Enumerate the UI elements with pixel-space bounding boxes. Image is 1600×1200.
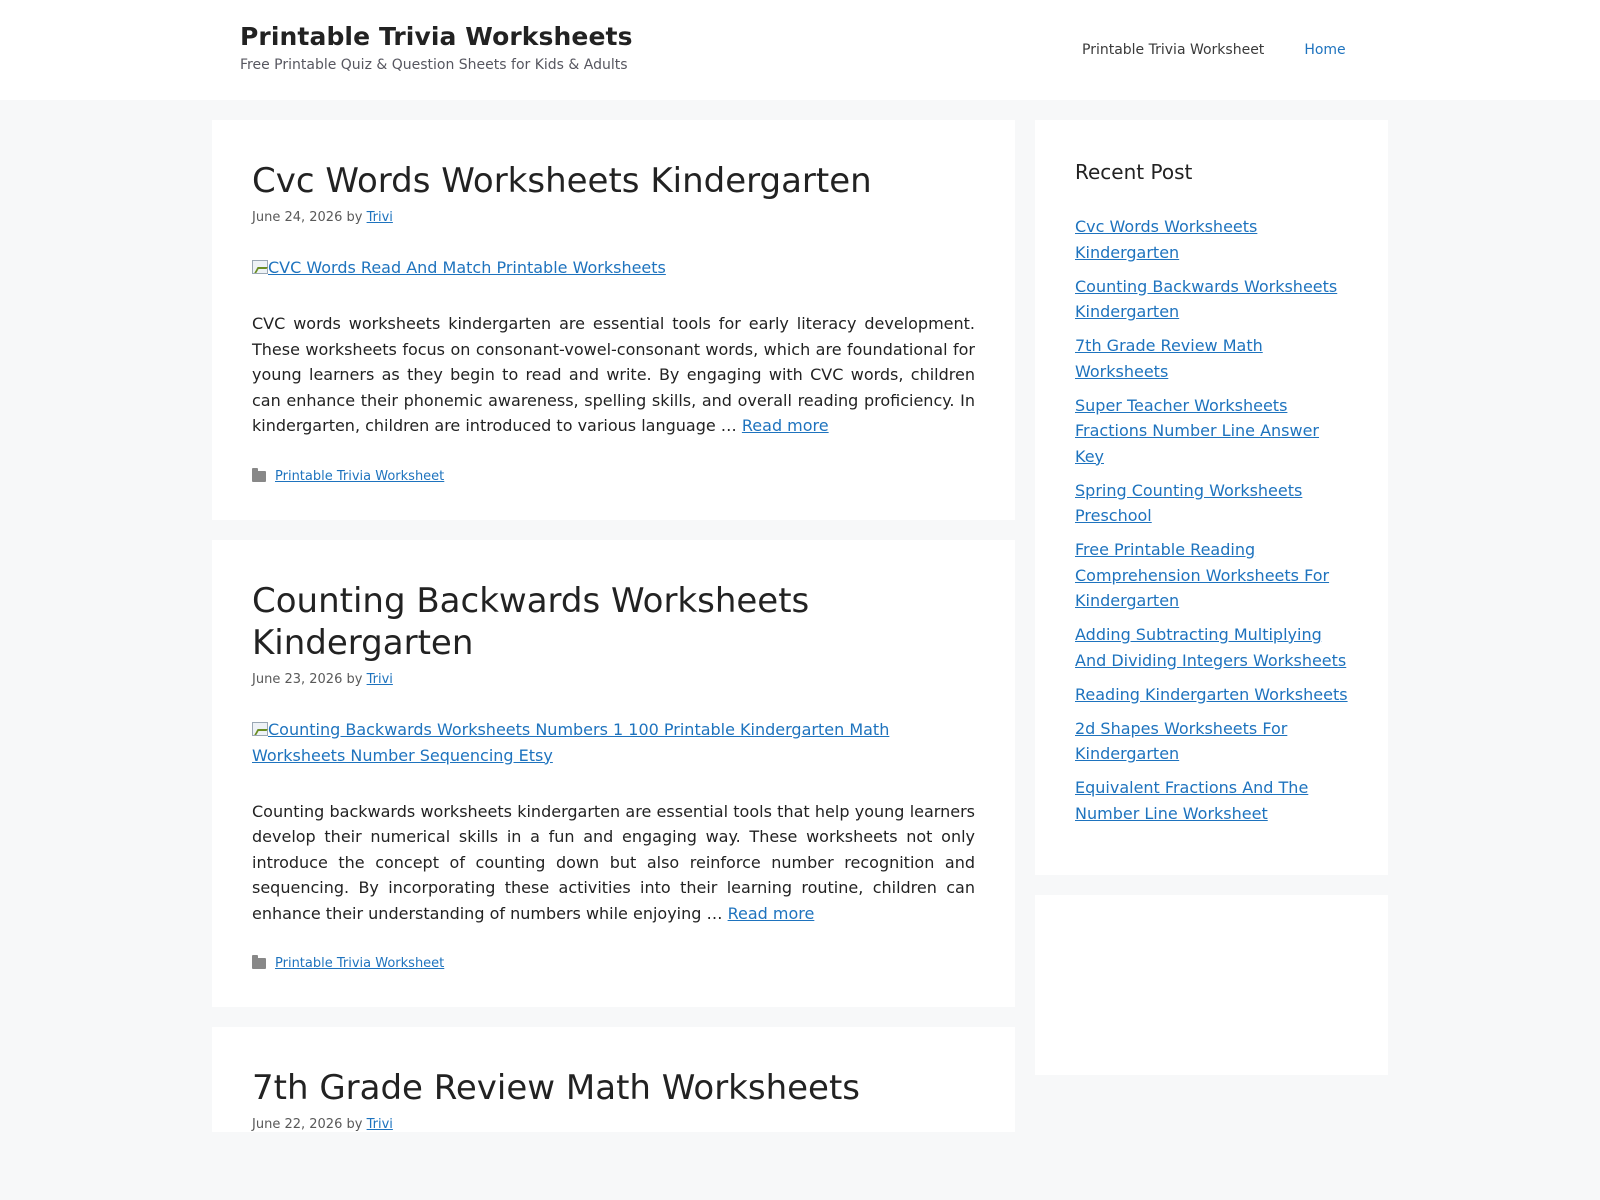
post-author-link[interactable]: Trivi bbox=[366, 210, 393, 225]
post-by: by bbox=[346, 671, 363, 687]
nav-item-printable-trivia-worksheet[interactable]: Printable Trivia Worksheet bbox=[1082, 42, 1265, 58]
post-date: June 22, 2026 bbox=[252, 1117, 343, 1132]
list-item bbox=[1075, 775, 1348, 826]
post-excerpt-text: CVC words worksheets kindergarten are essential tools for early literacy development. These worksheets focus on consonant-vowel-consonant words, which are foundational for young learners as they begin to read and write. By engaging with CVC words, children can enhance their phonemic awareness, spelling skills, and overall reading proficiency. In kindergarten, children are introduced to various language … bbox=[252, 314, 975, 435]
sidebar bbox=[1035, 120, 1388, 1095]
post-title[interactable]: Counting Backwards Worksheets Kindergarten bbox=[252, 580, 810, 663]
recent-post-link[interactable]: Reading Kindergarten Worksheets bbox=[1075, 684, 1348, 704]
broken-image-icon bbox=[252, 722, 268, 736]
recent-post-link[interactable]: Spring Counting Worksheets Preschool bbox=[1075, 480, 1303, 525]
list-item bbox=[1075, 214, 1348, 265]
post-excerpt bbox=[252, 799, 975, 927]
post-meta bbox=[252, 1117, 975, 1132]
post-title[interactable]: 7th Grade Review Math Worksheets bbox=[252, 1068, 860, 1108]
list-item bbox=[1075, 537, 1348, 614]
post-image-alt: Counting Backwards Worksheets Numbers 1 100 Printable Kindergarten Math Worksheets Number Sequencing Etsy bbox=[252, 719, 890, 765]
post-category-link[interactable]: Printable Trivia Worksheet bbox=[275, 956, 445, 971]
folder-icon bbox=[252, 471, 266, 482]
post-card bbox=[212, 540, 1015, 1008]
read-more-link[interactable]: Read more bbox=[741, 416, 829, 435]
post-image-link[interactable] bbox=[252, 717, 975, 769]
post-card bbox=[212, 120, 1015, 520]
read-more-link[interactable]: Read more bbox=[727, 903, 815, 923]
post-author-link[interactable]: Trivi bbox=[366, 671, 393, 687]
list-item bbox=[1075, 682, 1348, 708]
recent-post-link[interactable]: Cvc Words Worksheets Kindergarten bbox=[1075, 217, 1258, 262]
post-footer bbox=[252, 469, 975, 520]
post-excerpt-text: Counting backwards worksheets kindergarten are essential tools that help young learners develop their numerical skills in a fun and engaging way. These worksheets not only introduce the concept of counting down but also reinforce number recognition and sequencing. By incorporating these activities into their learning routine, children can enhance their understanding of numbers while enjoying … bbox=[252, 801, 975, 923]
site-header bbox=[0, 0, 1600, 100]
site-tagline: Free Printable Quiz & Question Sheets for Kids & Adults bbox=[240, 57, 628, 73]
post-title[interactable]: Cvc Words Worksheets Kindergarten bbox=[252, 161, 872, 201]
post-author-link[interactable]: Trivi bbox=[366, 1117, 393, 1132]
recent-post-link[interactable]: Super Teacher Worksheets Fractions Number Line Answer Key bbox=[1075, 395, 1320, 466]
post-footer bbox=[252, 956, 975, 1007]
list-item bbox=[1075, 274, 1348, 325]
recent-post-link[interactable]: Equivalent Fractions And The Number Line Worksheet bbox=[1075, 778, 1309, 823]
main-nav bbox=[1082, 40, 1386, 60]
post-date: June 24, 2026 bbox=[252, 210, 343, 225]
recent-post-link[interactable]: 7th Grade Review Math Worksheets bbox=[1075, 336, 1263, 381]
post-meta bbox=[252, 210, 975, 225]
folder-icon bbox=[252, 958, 266, 969]
list-item bbox=[1075, 622, 1348, 673]
post-excerpt bbox=[252, 311, 975, 439]
recent-post-link[interactable]: Free Printable Reading Comprehension Worksheets For Kindergarten bbox=[1075, 540, 1330, 610]
post-category-link[interactable]: Printable Trivia Worksheet bbox=[275, 468, 445, 484]
empty-widget bbox=[1035, 895, 1388, 1075]
list-item bbox=[1075, 393, 1348, 470]
post-date: June 23, 2026 bbox=[252, 671, 343, 687]
recent-post-link[interactable]: Adding Subtracting Multiplying And Dividing Integers Worksheets bbox=[1075, 625, 1347, 670]
post-by: by bbox=[346, 210, 363, 225]
list-item bbox=[1075, 716, 1348, 767]
site-title[interactable]: Printable Trivia Worksheets bbox=[240, 22, 633, 51]
broken-image-icon bbox=[252, 260, 268, 274]
recent-posts-list bbox=[1075, 214, 1348, 826]
post-meta bbox=[252, 672, 975, 687]
list-item bbox=[1075, 478, 1348, 529]
widget-title: Recent Post bbox=[1075, 160, 1193, 184]
recent-post-link[interactable]: Counting Backwards Worksheets Kindergarten bbox=[1075, 276, 1338, 321]
post-by: by bbox=[346, 1117, 363, 1132]
recent-posts-widget bbox=[1035, 120, 1388, 875]
post-card bbox=[212, 1027, 1015, 1132]
list-item bbox=[1075, 333, 1348, 384]
recent-post-link[interactable]: 2d Shapes Worksheets For Kindergarten bbox=[1075, 718, 1288, 763]
nav-item-home[interactable]: Home bbox=[1304, 42, 1346, 58]
post-image-alt: CVC Words Read And Match Printable Worksheets bbox=[268, 258, 666, 277]
main-content bbox=[212, 120, 1015, 1162]
post-image-link[interactable] bbox=[252, 255, 975, 281]
